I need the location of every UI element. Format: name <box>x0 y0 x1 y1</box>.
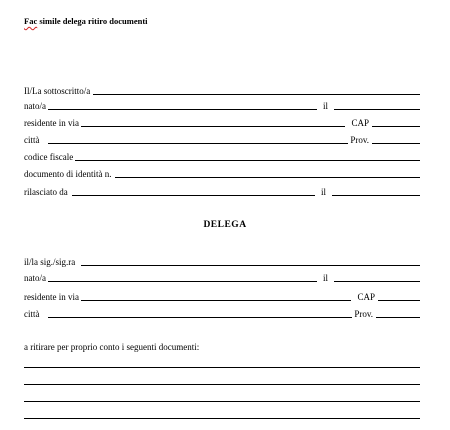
title-prefix: Fac <box>24 16 38 26</box>
il-label: il <box>322 101 328 111</box>
document-title <box>24 16 148 26</box>
documenti-intro: a ritirare per proprio conto i seguenti documenti: <box>24 342 200 352</box>
delegato-residente-row <box>24 290 420 302</box>
citta-field[interactable] <box>48 143 349 144</box>
delegato-cap-field[interactable] <box>378 300 420 301</box>
documenti-line[interactable] <box>24 384 420 385</box>
nato-field[interactable] <box>48 109 317 110</box>
delegato-citta-label: città <box>24 309 40 319</box>
documenti-line[interactable] <box>24 367 420 368</box>
nato-date-field[interactable] <box>334 109 420 110</box>
delegato-nato-field[interactable] <box>48 281 317 282</box>
delegato-citta-field[interactable] <box>48 317 353 318</box>
citta-row <box>24 133 420 145</box>
delegato-nato-date-field[interactable] <box>334 281 420 282</box>
residente-row <box>24 116 420 128</box>
delegato-residente-label: residente in via <box>24 292 79 302</box>
documento-field[interactable] <box>115 177 420 178</box>
cap-field[interactable] <box>372 126 420 127</box>
delegato-nato-label: nato/a <box>24 273 46 283</box>
delegato-cap-label: CAP <box>357 292 375 302</box>
rilasciato-date-field[interactable] <box>332 195 420 196</box>
delega-heading: DELEGA <box>203 220 247 230</box>
codice-fiscale-label: codice fiscale <box>24 152 74 162</box>
documento-label: documento di identità n. <box>24 169 112 179</box>
documento-row <box>24 167 420 179</box>
sottoscritto-row <box>24 84 420 96</box>
prov-label: Prov. <box>350 135 369 145</box>
delegato-citta-row <box>24 307 420 319</box>
citta-label: città <box>24 135 40 145</box>
prov-field[interactable] <box>372 143 420 144</box>
delegato-prov-label: Prov. <box>354 309 373 319</box>
sig-field[interactable] <box>81 265 420 266</box>
sig-row <box>24 255 420 267</box>
nato-row <box>24 99 420 111</box>
delegato-nato-row <box>24 271 420 283</box>
delegato-residente-field[interactable] <box>81 300 352 301</box>
cap-label: CAP <box>351 118 369 128</box>
rilasciato-il-label: il <box>320 187 326 197</box>
sottoscritto-field[interactable] <box>93 94 420 95</box>
residente-label: residente in via <box>24 118 79 128</box>
sottoscritto-label: Il/La sottoscritto/a <box>24 86 91 96</box>
documenti-line[interactable] <box>24 418 420 419</box>
rilasciato-row <box>24 185 420 197</box>
delegato-prov-field[interactable] <box>376 317 420 318</box>
title-rest: simile delega ritiro documenti <box>37 16 148 26</box>
codice-fiscale-row <box>24 150 420 162</box>
nato-label: nato/a <box>24 101 46 111</box>
delegato-il-label: il <box>322 273 328 283</box>
codice-fiscale-field[interactable] <box>75 160 420 161</box>
residente-field[interactable] <box>81 126 346 127</box>
rilasciato-field[interactable] <box>72 195 315 196</box>
rilasciato-label: rilasciato da <box>24 187 68 197</box>
documenti-line[interactable] <box>24 401 420 402</box>
sig-label: il/la sig./sig.ra <box>24 257 76 267</box>
